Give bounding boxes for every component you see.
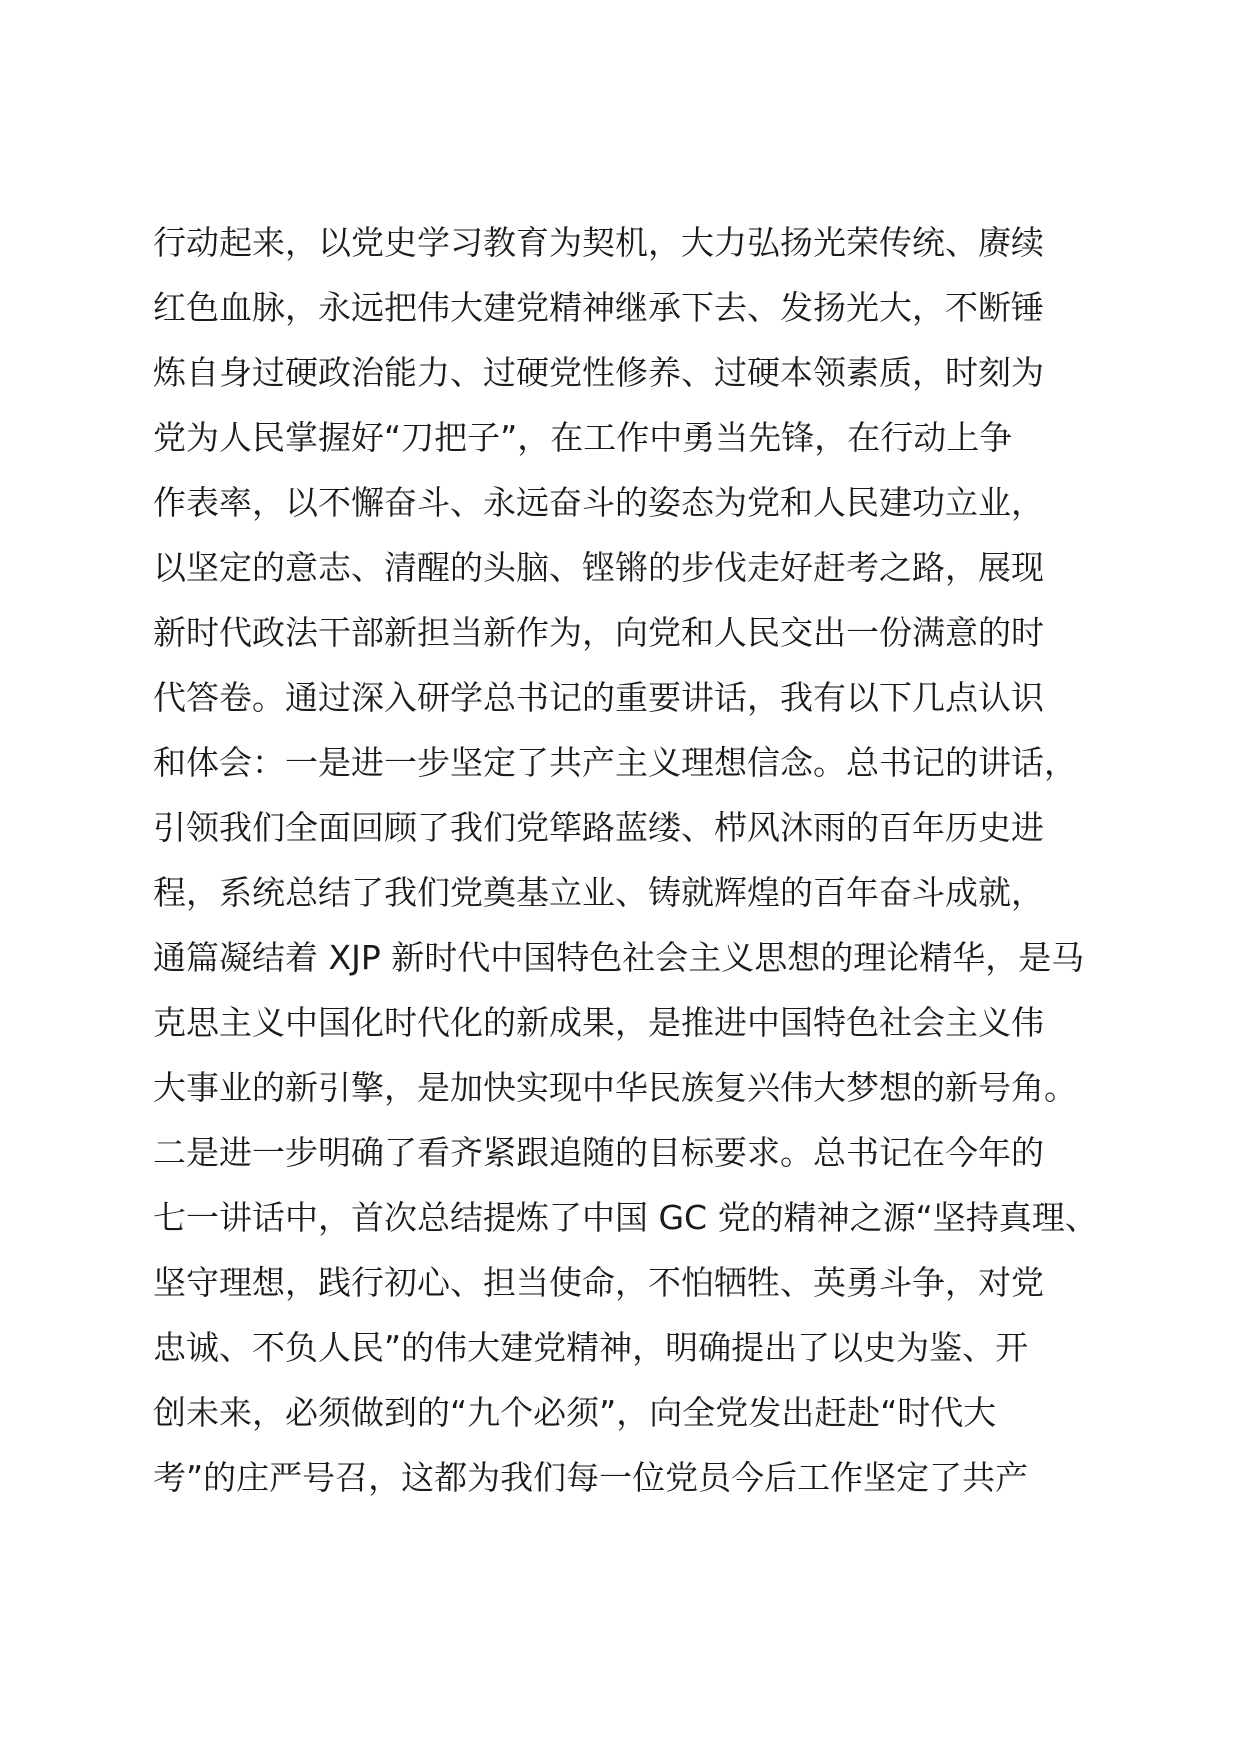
text-line: 党为人民掌握好“刀把子”，在工作中勇当先锋，在行动上争 [153, 418, 1013, 457]
text-line: 二是进一步明确了看齐紧跟追随的目标要求。总书记在今年的 [153, 1133, 1044, 1172]
text-line: 代答卷。通过深入研学总书记的重要讲话，我有以下几点认识 [153, 678, 1044, 717]
text-line: 克思主义中国化时代化的新成果，是推进中国特色社会主义伟 [153, 1003, 1044, 1042]
text-line: 坚守理想，践行初心、担当使命，不怕牺牲、英勇斗争，对党 [153, 1263, 1044, 1302]
text-line: 行动起来，以党史学习教育为契机，大力弘扬光荣传统、赓续 [153, 223, 1044, 262]
text-line: 以坚定的意志、清醒的头脑、铿锵的步伐走好赶考之路，展现 [153, 548, 1044, 587]
text-line: 考”的庄严号召，这都为我们每一位党员今后工作坚定了共产 [153, 1458, 1029, 1497]
text-line: 程，系统总结了我们党奠基立业、铸就辉煌的百年奋斗成就， [153, 873, 1044, 912]
text-line: 引领我们全面回顾了我们党筚路蓝缕、栉风沐雨的百年历史进 [153, 808, 1044, 847]
text-line: 大事业的新引擎，是加快实现中华民族复兴伟大梦想的新号角。 [153, 1068, 1077, 1107]
text-line: 通篇凝结着 XJP 新时代中国特色社会主义思想的理论精华，是马 [153, 938, 1085, 977]
text-line: 新时代政法干部新担当新作为，向党和人民交出一份满意的时 [153, 613, 1044, 652]
text-line: 七一讲话中，首次总结提炼了中国 GC 党的精神之源“坚持真理、 [153, 1198, 1098, 1237]
text-line: 忠诚、不负人民”的伟大建党精神，明确提出了以史为鉴、开 [153, 1328, 1029, 1367]
text-line: 和体会：一是进一步坚定了共产主义理想信念。总书记的讲话， [153, 743, 1077, 782]
text-line: 红色血脉，永远把伟大建党精神继承下去、发扬光大，不断锤 [153, 288, 1044, 327]
text-line: 炼自身过硬政治能力、过硬党性修养、过硬本领素质，时刻为 [153, 353, 1044, 392]
text-line: 创未来，必须做到的“九个必须”，向全党发出赶赴“时代大 [153, 1393, 997, 1432]
text-line: 作表率，以不懈奋斗、永远奋斗的姿态为党和人民建功立业， [153, 483, 1044, 522]
body-paragraph [153, 210, 1113, 1510]
